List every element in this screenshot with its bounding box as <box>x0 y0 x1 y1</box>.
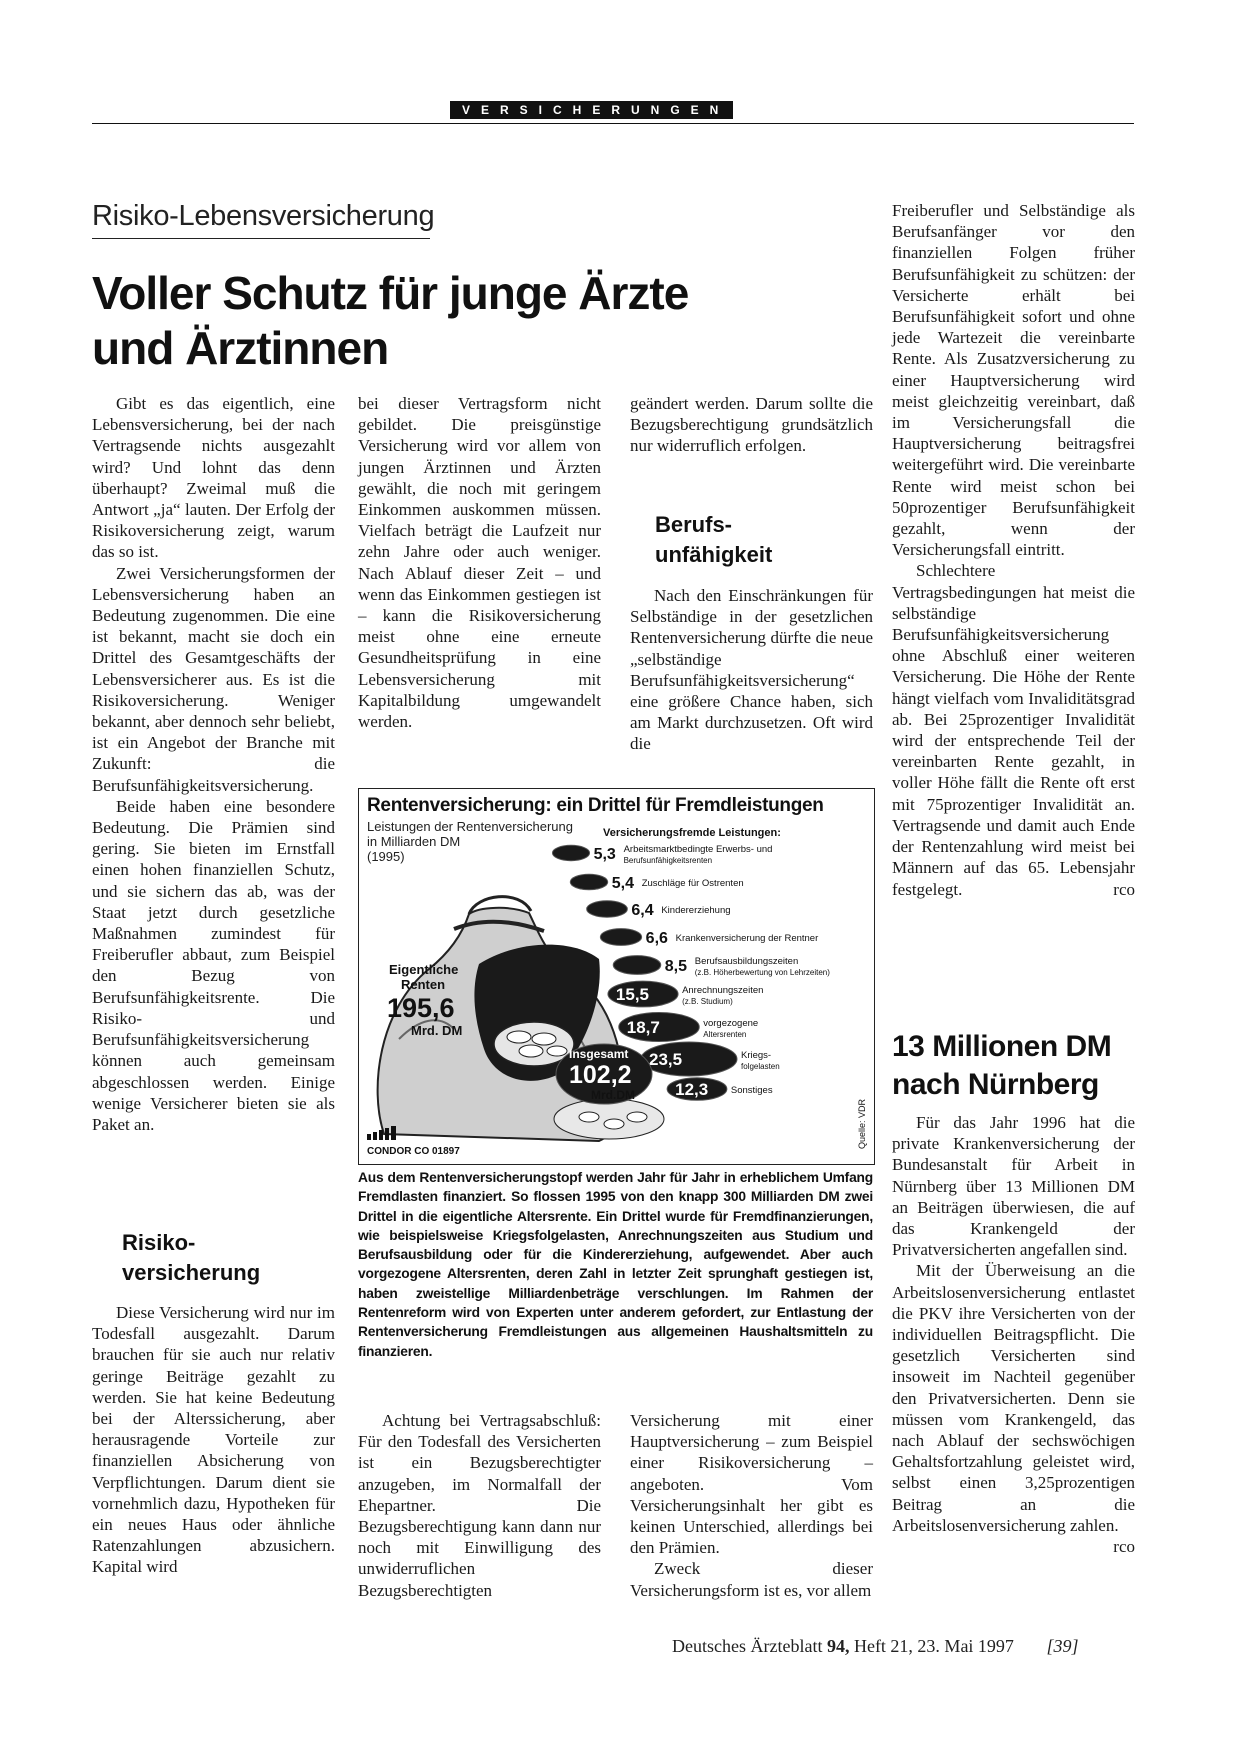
chart-source: Quelle: VDR <box>857 1098 867 1149</box>
chart-category-sublabel: Berufsunfähigkeitsrenten <box>623 856 713 865</box>
subhead-line: versicherung <box>122 1260 261 1285</box>
chart-value-label: 12,3 <box>675 1080 709 1099</box>
chart-value-label: 8,5 <box>664 958 687 975</box>
section-banner: VERSICHERUNGEN <box>450 101 733 119</box>
subhead-berufsunfaehigkeit <box>655 510 772 570</box>
column-4 <box>892 200 1135 900</box>
chart-category-label: Kriegs- <box>741 1050 772 1061</box>
paragraph: geändert werden. Darum sollte die Bezugsberechtigung grundsätzlich nur widerruflich erfolgen. <box>630 394 873 456</box>
journal-issue: Heft 21, 23. Mai 1997 <box>853 1636 1014 1656</box>
paragraph: bei dieser Vertragsform nicht gebildet. Die preisgünstige Versicherung wird vor allem von jungen Ärztinnen und Ärzten gewählt, die noch mit geringem Einkommen auskommen müssen. Vielfach beträgt die Laufzeit nur zehn Jahre oder auch weniger. Nach Ablauf dieser Zeit – und wenn das Einkommen gestiegen ist – kann die Risikoversicherung meist ohne eine erneute Gesundheitsprüfung in eine Lebensversicherung mit Kapitalbildung umgewandelt werden. <box>358 394 601 732</box>
author-signature: rco <box>1113 879 1135 899</box>
page-footer <box>672 1636 1078 1657</box>
subhead-line: unfähigkeit <box>655 542 773 567</box>
paragraph: Diese Versicherung wird nur im Todesfall ausgezahlt. Darum brauchen für sie auch nur relativ geringe Beiträge gezahlt zu werden. Sie hat keine Bedeutung bei der Alterssicherung, aber herausragende Vorteile zur finanziellen Absicherung von Verpflichtungen. Darum dient sie vornehmlich dazu, Hypotheken für ein neues Haus oder ähnliche Ratenzahlungen abzusichern. Kapital wird <box>92 1303 335 1577</box>
left-unit: Mrd. DM <box>411 1023 463 1038</box>
chart-category-label: Anrechnungszeiten <box>682 985 764 996</box>
header-rule <box>92 123 1134 124</box>
chart-category-label: Arbeitsmarktbedingte Erwerbs- und <box>623 844 773 855</box>
chart-subtitle-line: Leistungen der Rentenversicherung <box>367 819 573 834</box>
chart-category-label: Zuschläge für Ostrenten <box>641 878 744 889</box>
author-signature: rco <box>1113 1537 1135 1557</box>
paragraph <box>892 1260 1135 1557</box>
chart-category-sublabel: folgelasten <box>741 1062 780 1071</box>
column-2 <box>358 393 601 732</box>
journal-name: Deutsches Ärzteblatt <box>672 1636 823 1656</box>
subhead-line: Berufs- <box>655 512 733 537</box>
left-label-1: Eigentliche <box>389 962 459 977</box>
article-headline <box>92 266 688 376</box>
column-1 <box>92 393 335 1135</box>
paragraph: Gibt es das eigentlich, eine Lebensversicherung, bei der nach Vertragsende nichts ausgezahlt wird? Und lohnt das denn überhaupt? Zweimal muß die Antwort „ja“ lauten. Der Erfolg der Risikoversicherung zeigt, warum das so ist. <box>92 394 335 562</box>
chart-category-label: Sonstiges <box>730 1085 773 1096</box>
figure-caption: Aus dem Rentenversicherungstopf werden Jahr für Jahr in erheblichem Umfang Fremdlasten finanziert. So flossen 1995 von den knapp 300 Milliarden DM zwei Drittel in die eigentliche Altersrente. Ein Drittel wurde für Fremdfinanzierungen, wie beispielsweise Kriegsfolgelasten, Anrechnungszeiten aus Studium und Berufsausbildung oder für die Kindererziehung, aufgewendet. Aber auch vorgezogene Altersrenten, deren Zahl in letzter Zeit sprunghaft gestiegen ist, haben zweistellige Milliardenbeträge verschlungen. Im Rahmen der Rentenreform wird von Experten unter anderem gefordert, zur Entlastung der Rentenversicherung Fremdleistungen aus allgemeinen Haushaltsmitteln zu finanzieren. <box>358 1170 873 1359</box>
chart-coin <box>587 901 628 918</box>
journal-volume: 94, <box>826 1636 850 1656</box>
chart-category-label: Krankenversicherung der Rentner <box>675 933 819 944</box>
paragraph: Beide haben eine besondere Bedeutung. Die Prämien sind gering. Sie bieten im Ernstfall einen hohen finanziellen Schutz, und sie sichern das ab, was der Staat jetzt durch gesetzliche Maßnahmen zumindest für Freiberufler abbaut, zum Beispiel den Bezug von Berufsunfähigkeitsrente. Die Risiko- und Berufsunfähigkeitsversicherung können auch gemeinsam abgeschlossen werden. Einige wenige Versicherer bieten sie als Paket an. <box>92 796 335 1134</box>
sidebar-body <box>892 1112 1135 1557</box>
column-3-bottom <box>630 1410 873 1601</box>
total-label: Insgesamt <box>569 1047 629 1061</box>
column-1-lower <box>92 1302 335 1578</box>
chart-subtitle-line: (1995) <box>367 849 405 864</box>
pension-chart <box>358 788 875 1165</box>
paragraph: Freiberufler und Selbständige als Berufsanfänger vor den finanziellen Folgen früher Berufsunfähigkeit zu schützen: der Versicherte erhält bei Berufsunfähigkeit sofort und ohne jede Wartezeit die vereinbarte Rente. Als Zusatzversicherung zu einer Hauptversicherung wird meist gleichzeitig vereinbart, daß im Versicherungsfall die Hauptversicherung beitragsfrei weitergeführt wird. Die vereinbarte Rente wird meist schon bei 50prozentiger Berufsunfähigkeit gezahlt, wenn der Versicherungsfall eintritt. <box>892 201 1135 560</box>
chart-coin <box>600 929 641 946</box>
chart-value-label: 6,6 <box>645 930 668 947</box>
chart-value-label: 15,5 <box>615 985 650 1004</box>
total-value: 102,2 <box>569 1061 632 1089</box>
chart-category-label: Kindererziehung <box>661 905 731 916</box>
chart-value-label: 5,3 <box>593 846 616 863</box>
chart-coin <box>570 874 607 890</box>
chart-value-label: 23,5 <box>649 1050 683 1069</box>
paragraph-text: Mit der Überweisung an die Arbeitslosenversicherung entlastet die PKV ihre Versicherten von der individuellen Beitragspflicht. Die gesetzlich Versicherten sind insoweit im Nachteil gegenüber den Privatversicherten. Denn sie müssen vom Krankengeld, das nach Ablauf der sechswöchigen Gehaltsfortzahlung geleistet wird, selbst einen 3,25prozentigen Beitrag an die Arbeitslosenversicherung zahlen. <box>892 1261 1135 1535</box>
paragraph <box>892 560 1135 899</box>
chart-category-sublabel: (z.B. Höherbewertung von Lehrzeiten) <box>694 968 830 977</box>
page-number: [39] <box>1046 1636 1079 1656</box>
sidebar-headline <box>892 1028 1111 1104</box>
chart-subtitle-line: in Milliarden DM <box>367 834 461 849</box>
chart-title: Rentenversicherung: ein Drittel für Fremdleistungen <box>367 795 824 816</box>
headline-line-1: Voller Schutz für junge Ärzte <box>92 267 689 319</box>
paragraph: Versicherung mit einer Hauptversicherung – zum Beispiel einer Risikoversicherung – angeboten. Vom Versicherungsinhalt her gibt es keinen Unterschied, allerdings bei den Prämien. <box>630 1411 873 1558</box>
chart-category-label: vorgezogene <box>703 1018 759 1029</box>
article-kicker: Risiko-Lebensversicherung <box>92 200 435 232</box>
paragraph-text: Schlechtere Vertragsbedingungen hat meist die selbständige Berufsunfähigkeitsversicherung ohne Abschluß einer weiteren Versicherung. Die Höhe der Rente hängt vielfach vom Invaliditätsgrad ab. Bei 25prozentiger Invalidität wird der entsprechende Teil der vereinbarten Rente gezahlt, in voller Höhe fällt die Rente oft erst mit 75prozentiger Invalidität an. Vertragsende und damit auch Ende der Rentenzahlung wird meist bei Männern auf das 65. Lebensjahr festgelegt. <box>892 561 1135 899</box>
chart-category-label: Berufsausbildungszeiten <box>694 956 799 967</box>
column-3 <box>630 393 873 457</box>
column-2-lower <box>358 1410 601 1601</box>
chart-value-label: 18,7 <box>626 1018 660 1037</box>
chart-category-sublabel: Altersrenten <box>703 1030 747 1039</box>
foreign-heading: Versicherungsfremde Leistungen: <box>603 827 781 839</box>
column-3-lower <box>630 585 873 755</box>
chart-value-label: 5,4 <box>611 875 634 892</box>
chart-value-label: 6,4 <box>631 902 654 919</box>
chart-graphic <box>359 789 874 1164</box>
paragraph: Zweck dieser Versicherungsform ist es, vor allem <box>630 1559 873 1600</box>
chart-category-sublabel: (z.B. Studium) <box>682 997 733 1006</box>
paragraph: Achtung bei Vertragsabschluß: Für den Todesfall des Versicherten ist ein Bezugsberechtigter anzugeben, im Normalfall der Ehepartner. Die Bezugsberechtigung kann dann nur noch mit Einwilligung des unwiderruflichen Bezugsberechtigten <box>358 1411 601 1600</box>
kicker-underline <box>92 238 430 239</box>
subhead-line: Risiko- <box>122 1230 196 1255</box>
paragraph: Für das Jahr 1996 hat die private Krankenversicherung der Bundesanstalt für Arbeit in Nürnberg über 13 Millionen DM an Beiträgen überwiesen, die auf das Krankengeld der Privatversicherten angefallen sind. <box>892 1113 1135 1260</box>
paragraph: Zwei Versicherungsformen der Lebensversicherung haben an Bedeutung zugenommen. Die eine ist bekannt, macht sie doch ein Drittel des Gesamtgeschäfts der Lebensversicherer aus. Es ist die Risikoversicherung. Weniger bekannt, aber dennoch sehr beliebt, ist ein Angebot der Branche mit Zukunft: die Berufsunfähigkeitsversicherung. <box>92 563 335 795</box>
sidebar-headline-line: nach Nürnberg <box>892 1068 1099 1101</box>
subhead-risikoversicherung <box>122 1228 260 1288</box>
chart-coin <box>552 845 589 860</box>
chart-coin <box>613 956 660 975</box>
headline-line-2: und Ärztinnen <box>92 322 389 374</box>
sidebar-headline-line: 13 Millionen DM <box>892 1030 1112 1063</box>
left-value: 195,6 <box>387 993 455 1023</box>
chart-credit: CONDOR CO 01897 <box>367 1146 460 1157</box>
paragraph: Nach den Einschränkungen für Selbständige in der gesetzlichen Rentenversicherung dürfte die neue „selbständige Berufsunfähigkeitsversicherung“ eine größere Chance haben, sich am Markt durchzusetzen. Oft wird die <box>630 586 873 754</box>
total-unit: Mrd.DM <box>591 1088 635 1102</box>
left-label-2: Renten <box>401 977 446 992</box>
